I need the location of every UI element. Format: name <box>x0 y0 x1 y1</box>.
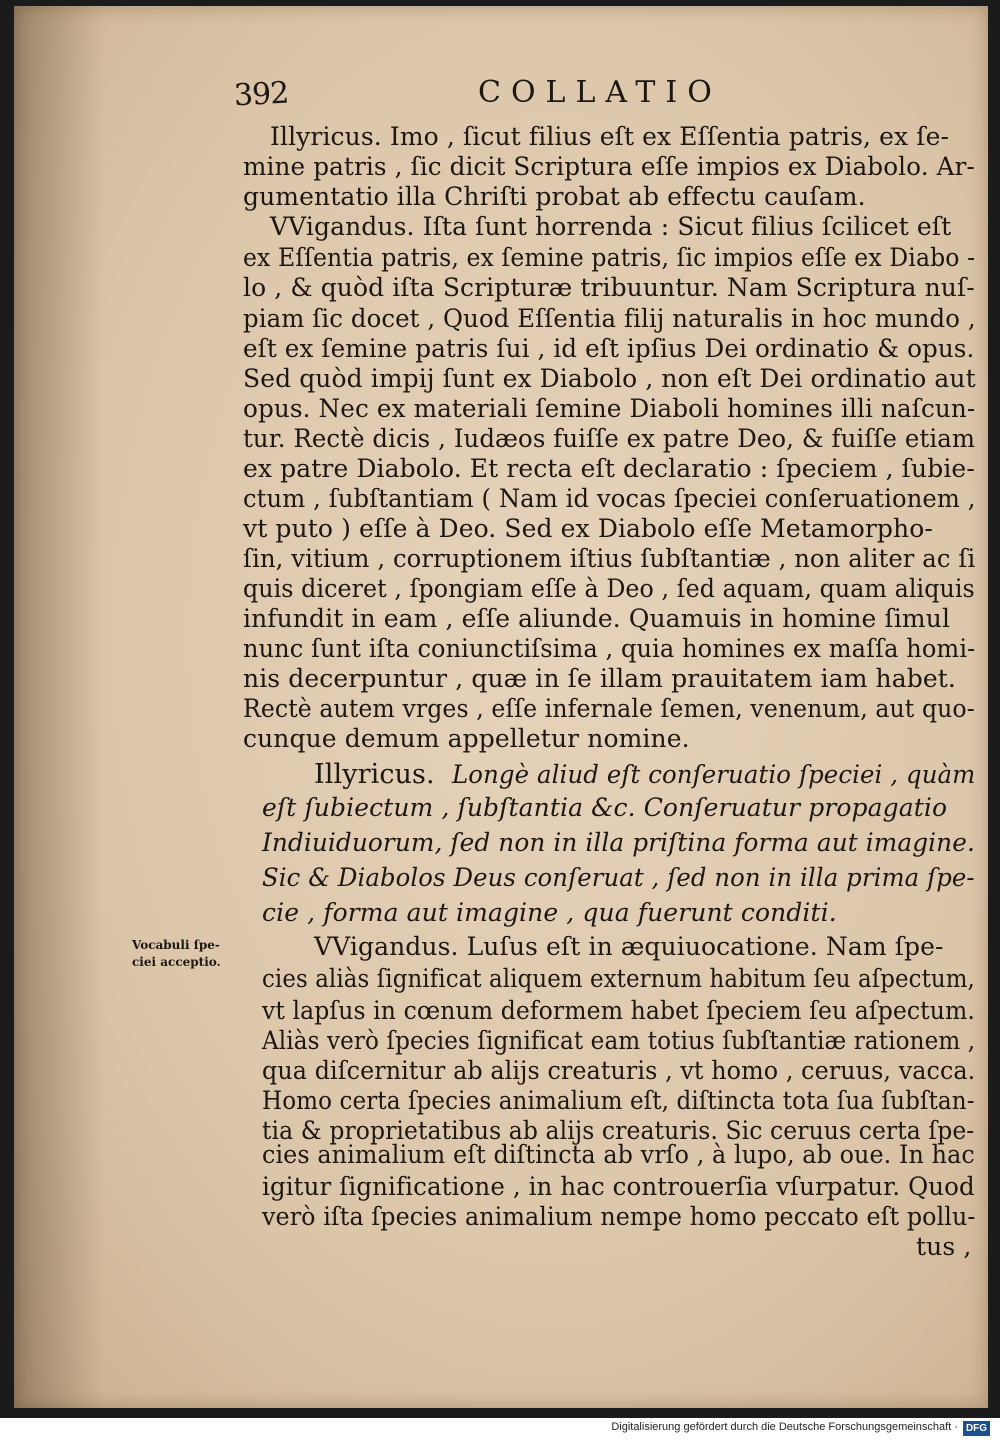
text-line: vt lapſus in cœnum deformem habet ſpeciem ſeu aſpectum. <box>262 996 975 1025</box>
digitization-credit: Digitalisierung gefördert durch die Deutsche Forschungsgemeinschaft · <box>611 1421 958 1433</box>
text-line: VVigandus. Iſta ſunt horrenda : Sicut filius ſcilicet eſt <box>270 212 952 241</box>
text-line: gumentatio illa Chriſti probat ab effectu cauſam. <box>243 182 866 211</box>
text-line: igitur ſignificatione , in hac controuerſia vſurpatur. Quod <box>262 1172 975 1201</box>
dfg-logo: DFG <box>963 1421 990 1436</box>
text-line: Illyricus. Imo , ſicut filius eſt ex Eſſentia patris, ex ſe- <box>270 122 950 151</box>
italic-line: Indiuiduorum, ſed non in illa priſtina forma aut imagine. <box>262 828 975 857</box>
italic-line: eſt ſubiectum , ſubſtantia &c. Conſeruatur propagatio <box>262 793 948 822</box>
text-line: tia & proprietatibus ab alijs creaturis. Sic ceruus certa ſpe- <box>262 1116 975 1145</box>
text-line: opus. Nec ex materiali ſemine Diaboli homines illi naſcun- <box>243 394 976 423</box>
text-line: eſt ex ſemine patris ſui , id eſt ipſius Dei ordinatio & opus. <box>243 334 975 363</box>
text-line: lo , & quòd iſta Scripturæ tribuuntur. Nam Scriptura nuſ- <box>243 273 975 302</box>
text-line: Homo certa ſpecies animalium eſt, diſtincta tota ſua ſubſtan- <box>262 1086 975 1115</box>
text-line: piam ſic docet , Quod Eſſentia filij naturalis in hoc mundo , <box>243 304 976 333</box>
text-line: ſin, vitium , corruptionem iſtius ſubſtantiæ , non aliter ac ſi <box>243 544 976 573</box>
text-line: mine patris , ſic dicit Scriptura eſſe impios ex Diabolo. Ar- <box>243 152 975 181</box>
text-line: Sed quòd impij ſunt ex Diabolo , non eſt Dei ordinatio aut <box>243 364 976 393</box>
text-line: nunc ſunt iſta coniunctiſsima , quia homines ex maſſa homi- <box>243 634 976 663</box>
text-line: infundit in eam , eſſe aliunde. Quamuis in homine ſimul <box>243 604 951 633</box>
footer-bar <box>0 1418 1000 1440</box>
text-line: ex Eſſentia patris, ex ſemine patris, ſic impios eſſe ex Diabo - <box>243 243 976 272</box>
page-number: 392 <box>233 75 290 114</box>
text-line: Rectè autem vrges , eſſe infernale ſemen, venenum, aut quo- <box>243 694 975 723</box>
italic-line: Sic & Diabolos Deus conſeruat , ſed non in illa prima ſpe- <box>262 863 975 892</box>
marginal-note: Vocabuli ſpe- <box>132 938 220 952</box>
text-line: ex patre Diabolo. Et recta eſt declaratio : ſpeciem , ſubie- <box>243 454 975 483</box>
marginal-note: ciei acceptio. <box>132 955 221 969</box>
text-line: cies aliàs ſignificat aliquem externum habitum ſeu aſpectum, <box>262 964 975 993</box>
text-line: qua diſcernitur ab alijs creaturis , vt homo , ceruus, vacca. <box>262 1056 976 1085</box>
italic-line: cie , forma aut imagine , qua fuerunt conditi. <box>262 898 837 927</box>
text-line: vt puto ) eſſe à Deo. Sed ex Diabolo eſſe Metamorpho- <box>243 514 933 543</box>
text-line: cies animalium eſt diſtincta ab vrſo , à lupo, ab oue. In hac <box>262 1140 975 1169</box>
text-line: verò iſta ſpecies animalium nempe homo peccato eſt pollu- <box>262 1202 976 1231</box>
text-line: VVigandus. Luſus eſt in æquiuocatione. Nam ſpe- <box>314 932 944 961</box>
text-line: ctum , ſubſtantiam ( Nam id vocas ſpeciei conſeruationem , <box>243 484 976 513</box>
text-line: cunque demum appelletur nomine. <box>243 724 690 753</box>
speaker-name: Illyricus. <box>314 759 435 790</box>
text-line: quis diceret , ſpongiam eſſe à Deo , ſed aquam, quam aliquis <box>243 574 975 603</box>
running-head: COLLATIO <box>478 75 722 110</box>
text-line: nis decerpuntur , quæ in ſe illam prauitatem iam habet. <box>243 664 956 693</box>
gutter-shadow <box>14 6 104 1408</box>
italic-line: Longè aliud eſt conſeruatio ſpeciei , quàm <box>452 760 976 789</box>
text-line: Aliàs verò ſpecies ſignificat eam totius ſubſtantiæ rationem , <box>262 1026 976 1055</box>
text-line: tur. Rectè dicis , Iudæos fuiſſe ex patre Deo, & fuiſſe etiam <box>243 424 976 453</box>
catchword: tus , <box>916 1232 972 1261</box>
